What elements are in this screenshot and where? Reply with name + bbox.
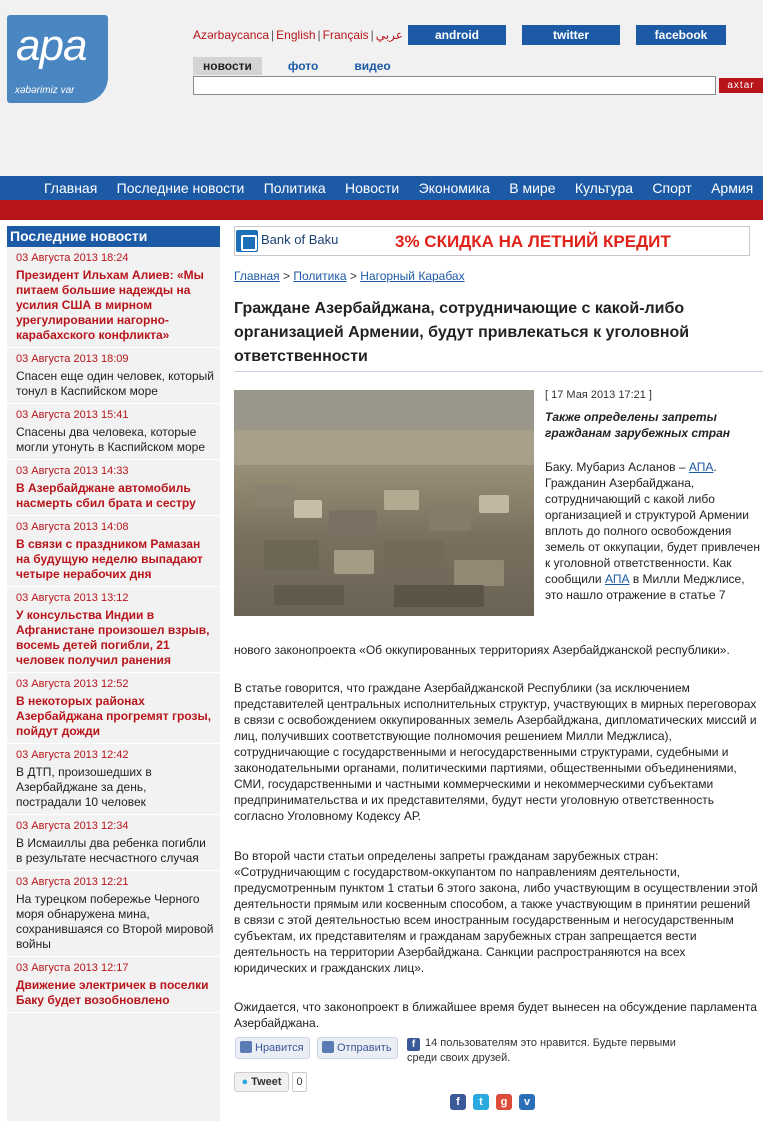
facebook-share-icon[interactable]: f: [450, 1094, 466, 1110]
news-title-link[interactable]: В некоторых районах Азербайджана прогремят грозы, пойдут дожди: [16, 694, 212, 738]
bank-of-baku-icon: [236, 230, 258, 252]
news-date: 03 Августа 2013 15:41: [16, 409, 129, 421]
breadcrumb-politics[interactable]: Политика: [293, 269, 347, 283]
lang-azerbaijani-link[interactable]: Azərbaycanca: [193, 28, 270, 42]
news-list-item[interactable]: [7, 404, 220, 460]
bank-logo: [236, 230, 339, 252]
news-list-item[interactable]: [7, 871, 220, 957]
search-tabs: [193, 57, 417, 75]
news-title-link[interactable]: На турецком побережье Черного моря обнаружена мина, сохранившаяся со Второй мировой войны: [16, 892, 214, 951]
like-label: Нравится: [255, 1042, 304, 1054]
apa-link[interactable]: АПА: [688, 460, 714, 474]
separator: |: [317, 28, 321, 42]
tab-news[interactable]: новости: [193, 57, 262, 75]
promo-text: 3% СКИДКА НА ЛЕТНИЙ КРЕДИТ: [395, 232, 671, 251]
nav-item-culture[interactable]: Культура: [574, 180, 634, 196]
article-headline: Граждане Азербайджана, сотрудничающие с какой-либо организацией Армении, будут привлекаться к уголовной ответственности: [234, 300, 690, 365]
news-title-link[interactable]: В Азербайджане автомобиль насмерть сбил брата и сестру: [16, 481, 196, 510]
lang-arabic-link[interactable]: عربي: [375, 28, 403, 42]
news-date: 03 Августа 2013 12:17: [16, 962, 129, 974]
news-title-link[interactable]: В Исмаиллы два ребенка погибли в результате несчастного случая: [16, 836, 206, 865]
news-list: [7, 247, 220, 1013]
news-title-link[interactable]: Президент Ильхам Алиев: «Мы питаем большие надежды на усилия США в мирном урегулировании нагорно-карабахского конфликта»: [16, 268, 204, 342]
apa-link[interactable]: АПА: [604, 572, 630, 586]
twitter-button[interactable]: twitter: [522, 25, 620, 45]
news-date: 03 Августа 2013 14:33: [16, 465, 129, 477]
sub-nav-bar: [0, 200, 763, 220]
news-list-item[interactable]: [7, 815, 220, 871]
news-list-item[interactable]: [7, 348, 220, 404]
news-title-link[interactable]: Движение электричек в поселки Баку будет возобновлено: [16, 978, 209, 1007]
news-date: 03 Августа 2013 18:09: [16, 353, 129, 365]
facebook-icon: f: [407, 1038, 420, 1051]
article-photo: [234, 390, 534, 616]
logo-text: apa: [16, 21, 87, 70]
facebook-button[interactable]: facebook: [636, 25, 726, 45]
news-date: 03 Августа 2013 18:24: [16, 252, 129, 264]
nav-item-sport[interactable]: Спорт: [652, 180, 692, 196]
tab-photo[interactable]: фото: [287, 59, 319, 73]
news-date: 03 Августа 2013 12:21: [16, 876, 129, 888]
lang-english-link[interactable]: English: [276, 28, 316, 42]
main-nav: [0, 176, 763, 200]
news-title-link[interactable]: У консульства Индии в Афганистане произошел взрыв, восемь детей погибли, 21 человек получил ранения: [16, 608, 210, 667]
breadcrumb: [234, 269, 465, 283]
news-list-item[interactable]: [7, 587, 220, 673]
news-title-link[interactable]: Спасен еще один человек, который тонул в Каспийском море: [16, 369, 214, 398]
article-intro: [545, 459, 761, 603]
tweet-button[interactable]: [234, 1072, 289, 1092]
article-paragraph: Ожидается, что законопроект в ближайшее время будет вынесен на обсуждение парламента Азербайджана.: [234, 1000, 757, 1030]
like-count-text: 14 пользователям это нравится. Будьте первыми среди своих друзей.: [407, 1037, 676, 1064]
facebook-like-button[interactable]: [235, 1037, 310, 1059]
tweet-count: 0: [292, 1072, 307, 1092]
breadcrumb-separator: >: [349, 269, 357, 283]
bank-name: Bank of Baku: [261, 232, 339, 247]
facebook-like-count-text: [407, 1036, 687, 1066]
news-list-item[interactable]: [7, 516, 220, 587]
send-icon: [322, 1041, 334, 1053]
news-title-link[interactable]: В связи с праздником Рамазан на будущую неделю выпадают четыре нерабочих дня: [16, 537, 203, 581]
divider: [234, 371, 763, 372]
nav-item-world[interactable]: В мире: [509, 180, 556, 196]
search-input[interactable]: [193, 76, 716, 95]
twitter-share-icon[interactable]: t: [473, 1094, 489, 1110]
lang-french-link[interactable]: Français: [322, 28, 369, 42]
news-date: 03 Августа 2013 12:34: [16, 820, 129, 832]
intro-text: . Гражданин Азербайджана, сотрудничающий с какой либо организацией и структурой Армении вплоть до полного освобождения земель от оккупации, будет привлечен к уголовной ответственности. Как сообщили: [545, 460, 760, 586]
article-intro-continuation: нового законопроекта «Об оккупированных территориях Азербайджанской республики».: [234, 643, 730, 657]
language-switcher: [193, 28, 403, 42]
separator: |: [271, 28, 275, 42]
nav-item-latest[interactable]: Последние новости: [116, 180, 245, 196]
sidebar-heading: Последние новости: [7, 226, 220, 247]
news-date: 03 Августа 2013 13:12: [16, 592, 129, 604]
ad-banner[interactable]: [234, 226, 750, 256]
tweet-label: Tweet: [251, 1076, 282, 1088]
facebook-send-button[interactable]: [317, 1037, 398, 1059]
news-list-item[interactable]: [7, 460, 220, 516]
separator: |: [370, 28, 374, 42]
news-date: 03 Августа 2013 14:08: [16, 521, 129, 533]
vk-share-icon[interactable]: v: [519, 1094, 535, 1110]
article-paragraph: В статье говорится, что граждане Азербайджанской Республики (за исключением представителей центральных исполнительных структур, участвующих в мирных переговорах в связи с освобождением оккупированных земель Азербайджана, дипломатических миссий и лиц, получивших соответствующие полномочия решением Милли Меджлиса), сотрудничающие с государственными и негосударственными структурами, судебными и законодательными органами, политическими партиями, общественными объединениями, СМИ, государственными и частными коммерческими и некоммерческими субъектами предпринимательства и их представителями, будут нести уголовную ответственность согласно Уголовному Кодексу АР.: [234, 681, 757, 823]
breadcrumb-home[interactable]: Главная: [234, 269, 280, 283]
article-paragraph: Во второй части статьи определены запреты гражданам зарубежных стран: «Сотрудничающим с государством-оккупантом по направлениям деятельности, предусмотренным пунктом 1 статьи 6 этого закона, либо участвующим в осуществлении этой деятельности прямым или косвенным способом, а также участвующим в принятии решений в связи с этой деятельностью всем иностранным государственным и негосударственным субъектам, их представителям и гражданам зарубежных стран запрещается вести деятельность на территории Азербайджана. Санкции распространяются на всех юридических и гражданских лиц».: [234, 849, 758, 975]
nav-item-economy[interactable]: Экономика: [418, 180, 490, 196]
nav-item-home[interactable]: Главная: [44, 180, 98, 196]
news-date: 03 Августа 2013 12:42: [16, 749, 129, 761]
search-button[interactable]: axtar: [719, 78, 763, 93]
article-date: [ 17 Мая 2013 17:21 ]: [545, 389, 652, 401]
article-lede: Также определены запреты гражданам зарубежных стран: [545, 410, 730, 440]
nav-item-politics[interactable]: Политика: [263, 180, 326, 196]
twitter-bird-icon: ●: [241, 1076, 249, 1088]
latest-news-sidebar: [7, 226, 220, 1121]
news-list-item[interactable]: [7, 673, 220, 744]
news-list-item[interactable]: [7, 744, 220, 815]
news-title-link[interactable]: В ДТП, произошедших в Азербайджане за день, пострадали 10 человек: [16, 765, 152, 809]
news-list-item[interactable]: [7, 247, 220, 348]
site-logo[interactable]: [7, 15, 108, 103]
logo-tagline: xəbərimiz var: [15, 85, 75, 96]
thumbs-up-icon: [240, 1041, 252, 1053]
news-date: 03 Августа 2013 12:52: [16, 678, 129, 690]
send-label: Отправить: [337, 1042, 392, 1054]
intro-text: Баку. Мубариз Асланов –: [545, 460, 689, 474]
breadcrumb-karabakh[interactable]: Нагорный Карабах: [360, 269, 465, 283]
news-title-link[interactable]: Спасены два человека, которые могли утонуть в Каспийском море: [16, 425, 206, 454]
nav-item-news[interactable]: Новости: [345, 180, 400, 196]
intro-text: в Милли Меджлисе, это нашло отражение в статье 7: [545, 572, 745, 602]
android-button[interactable]: android: [408, 25, 506, 45]
google-share-icon[interactable]: g: [496, 1094, 512, 1110]
nav-item-army[interactable]: Армия: [711, 180, 754, 196]
breadcrumb-separator: >: [283, 269, 291, 283]
tab-video[interactable]: видео: [354, 59, 391, 73]
news-list-item[interactable]: [7, 957, 220, 1013]
